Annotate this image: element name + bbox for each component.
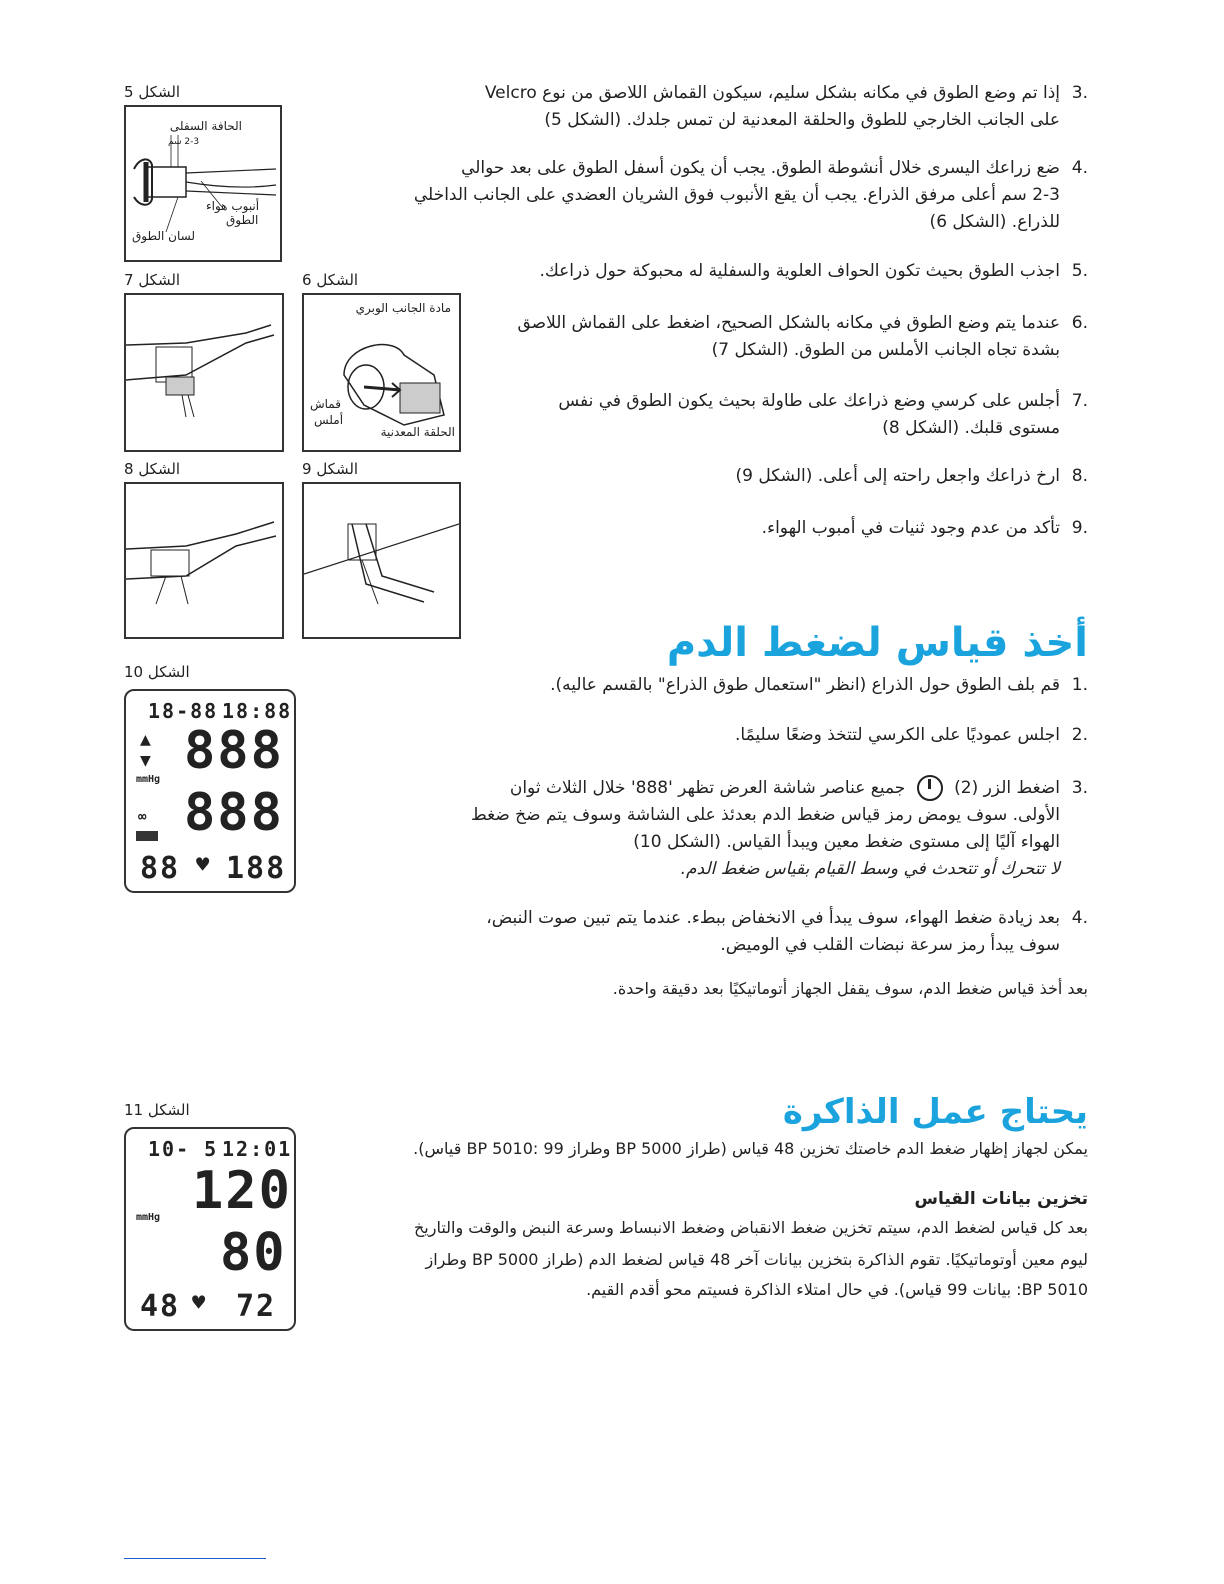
step-6	[517, 310, 1088, 364]
air-tube-label-2: الطوق	[226, 213, 259, 227]
lcd-display-reading	[124, 1127, 296, 1331]
step-5	[539, 258, 1088, 285]
lower-edge-label: الحافة السفلى	[169, 119, 242, 133]
store-line-1: بعد كل قياس لضغط الدم، سيتم تخزين ضغط الانقباض وضغط الانبساط وسرعة النبض والوقت والتاريخ	[413, 1218, 1088, 1237]
step-number: .5	[1071, 261, 1088, 281]
step-warning: لا تتحرك أو تتحدث في وسط القيام بقياس ضغط الدم.	[680, 859, 1060, 879]
arm-on-table-illustration	[304, 484, 459, 637]
heart-icon: ♥	[196, 853, 210, 878]
up-down-arrow-icon: ▲ ▼	[140, 729, 151, 771]
step-number: .9	[1071, 518, 1088, 538]
step-text-a: اضغط الزر (2)	[954, 778, 1060, 798]
measure-step-4	[486, 905, 1088, 959]
measure-step-2	[735, 722, 1088, 749]
step-text: إذا تم وضع الطوق في مكانه بشكل سليم، سيكون القماش اللاصق من نوع Velcro	[484, 83, 1060, 103]
step-number: .8	[1071, 466, 1088, 486]
arm-illustration	[126, 295, 282, 450]
step-text: عندما يتم وضع الطوق في مكانه بالشكل الصحيح، اضغط على القماش اللاصق	[517, 313, 1060, 333]
lcd-date: 10- 5	[148, 1137, 219, 1161]
step-continuation: للذراع. (الشكل 6)	[929, 212, 1060, 232]
figure-9-label: الشكل 9	[302, 460, 359, 478]
smooth-fabric-label-2: أملس	[314, 413, 344, 427]
hook-side-label: مادة الجانب الوبري	[355, 301, 451, 315]
step-3	[485, 80, 1088, 134]
lcd-date: 18-88	[148, 699, 219, 723]
heart-icon: ♥	[192, 1291, 206, 1316]
lcd-pulse: 188	[226, 851, 287, 886]
cm-label: 2-3 سم	[168, 137, 200, 147]
figure-8	[124, 482, 284, 639]
step-number: .2	[1071, 725, 1088, 745]
lcd-time: 12:01	[222, 1137, 293, 1161]
cuff-tongue-label: لسان الطوق	[132, 229, 195, 243]
lcd-memory-number: 48	[140, 1289, 181, 1324]
step-text-b: جميع عناصر شاشة العرض تظهر '888' خلال الثلاث ثوان	[509, 778, 906, 798]
footer-rule	[124, 1558, 266, 1559]
figure-5	[124, 105, 282, 262]
step-number: .3	[1071, 83, 1088, 103]
metal-ring-label: الحلقة المعدنية	[380, 425, 455, 439]
measure-step-3	[471, 775, 1088, 883]
lcd-diastolic: 80	[220, 1223, 287, 1283]
step-number: .4	[1071, 908, 1088, 928]
lcd-diastolic: 888	[184, 783, 284, 843]
step-number: .6	[1071, 313, 1088, 333]
step-text: أجلس على كرسي وضع ذراعك على طاولة بحيث يكون الطوق في نفس	[558, 391, 1060, 411]
after-measure-note: بعد أخذ قياس ضغط الدم، سوف يقفل الجهاز أتوماتيكيًا بعد دقيقة واحدة.	[612, 979, 1088, 998]
step-text: قم بلف الطوق حول الذراع (انظر "استعمال طوق الذراع" بالقسم عاليه).	[550, 675, 1060, 695]
smooth-fabric-label: قماش	[310, 397, 341, 411]
step-continuation: 2-3 سم أعلى مرفق الذراع. يجب أن يقع الأنبوب فوق الشريان العضدي على الجانب الداخلي	[413, 185, 1060, 205]
step-9	[762, 515, 1088, 542]
step-continuation: الهواء آليًا إلى مستوى ضغط معين ويبدأ القياس. (الشكل 10)	[633, 832, 1060, 852]
figure-6	[302, 293, 461, 452]
step-continuation: سوف يبدأ رمز سرعة نبضات القلب في الوميض.	[720, 935, 1060, 955]
figure-7	[124, 293, 284, 452]
lcd-systolic: 120	[192, 1161, 292, 1221]
lcd-systolic: 888	[184, 721, 284, 781]
store-line-3: BP 5010: بيانات 99 قياس). في حال امتلاء الذاكرة فسيتم محو أقدم القيم.	[586, 1280, 1088, 1299]
step-text: ارخ ذراعك واجعل راحته إلى أعلى. (الشكل 9)	[735, 466, 1060, 486]
battery-icon	[136, 831, 158, 841]
air-tube-label: أنبوب هواء	[206, 199, 260, 213]
unit-label: mmHg	[136, 774, 161, 785]
subheading-store: تخزين بيانات القياس	[914, 1189, 1088, 1209]
step-number: .7	[1071, 391, 1088, 411]
memory-icon: ∞	[138, 809, 147, 825]
measure-step-1	[550, 672, 1088, 699]
heading-measure: أخذ قياس لضغط الدم	[666, 620, 1088, 666]
step-text: اجلس عموديًا على الكرسي لتتخذ وضعًا سليمًا.	[735, 725, 1060, 745]
power-icon	[917, 775, 943, 801]
step-text: ضع زراعك اليسرى خلال أنشوطة الطوق. يجب أن يكون أسفل الطوق على بعد حوالي	[461, 158, 1060, 178]
lcd-display-all-segments	[124, 689, 296, 893]
step-4	[414, 155, 1088, 236]
step-8	[736, 463, 1088, 490]
step-number: .1	[1071, 675, 1088, 695]
step-continuation: بشدة تجاه الجانب الأملس من الطوق. (الشكل 7)	[711, 340, 1060, 360]
step-continuation: مستوى قلبك. (الشكل 8)	[882, 418, 1060, 438]
step-continuation: الأولى. سوف يومض رمز قياس ضغط الدم بعدئذ على الشاشة وسوف يتم ضخ ضغط	[470, 805, 1060, 825]
step-number: .4	[1071, 158, 1088, 178]
figure-6-label: الشكل 6	[302, 271, 359, 289]
figure-11-label: الشكل 11	[124, 1101, 190, 1119]
figure-5-label: الشكل 5	[124, 83, 181, 101]
figure-10-label: الشكل 10	[124, 663, 190, 681]
lcd-pulse: 72	[236, 1289, 277, 1324]
memory-intro: يمكن لجهاز إظهار ضغط الدم خاصتك تخزين 48 قياس (طراز BP 5000 وطراز 99 :BP 5010 قياس).	[413, 1139, 1088, 1158]
step-text: بعد زيادة ضغط الهواء، سوف يبدأ في الانخفاض ببطء. عندما يتم تبين صوت النبض،	[486, 908, 1060, 928]
step-text: اجذب الطوق بحيث تكون الحواف العلوية والسفلية له محبوكة حول ذراعك.	[539, 261, 1060, 281]
figure-9	[302, 482, 461, 639]
lcd-time: 18:88	[222, 699, 293, 723]
step-text: تأكد من عدم وجود ثنيات في أمبوب الهواء.	[761, 518, 1060, 538]
arm-illustration	[126, 484, 282, 637]
figure-8-label: الشكل 8	[124, 460, 181, 478]
lcd-memory-number: 88	[140, 851, 181, 886]
heading-memory: يحتاج عمل الذاكرة	[782, 1092, 1088, 1132]
step-number: .3	[1071, 778, 1088, 798]
step-7	[558, 388, 1088, 442]
unit-label: mmHg	[136, 1212, 161, 1223]
store-line-2: ليوم معين أوتوماتيكيًا. تقوم الذاكرة بتخزين بيانات آخر 48 قياس لضغط الدم (طراز BP 5000 وطراز	[425, 1250, 1088, 1269]
step-continuation: على الجانب الخارجي للطوق والحلقة المعدنية لن تمس جلدك. (الشكل 5)	[544, 110, 1060, 130]
figure-7-label: الشكل 7	[124, 271, 181, 289]
